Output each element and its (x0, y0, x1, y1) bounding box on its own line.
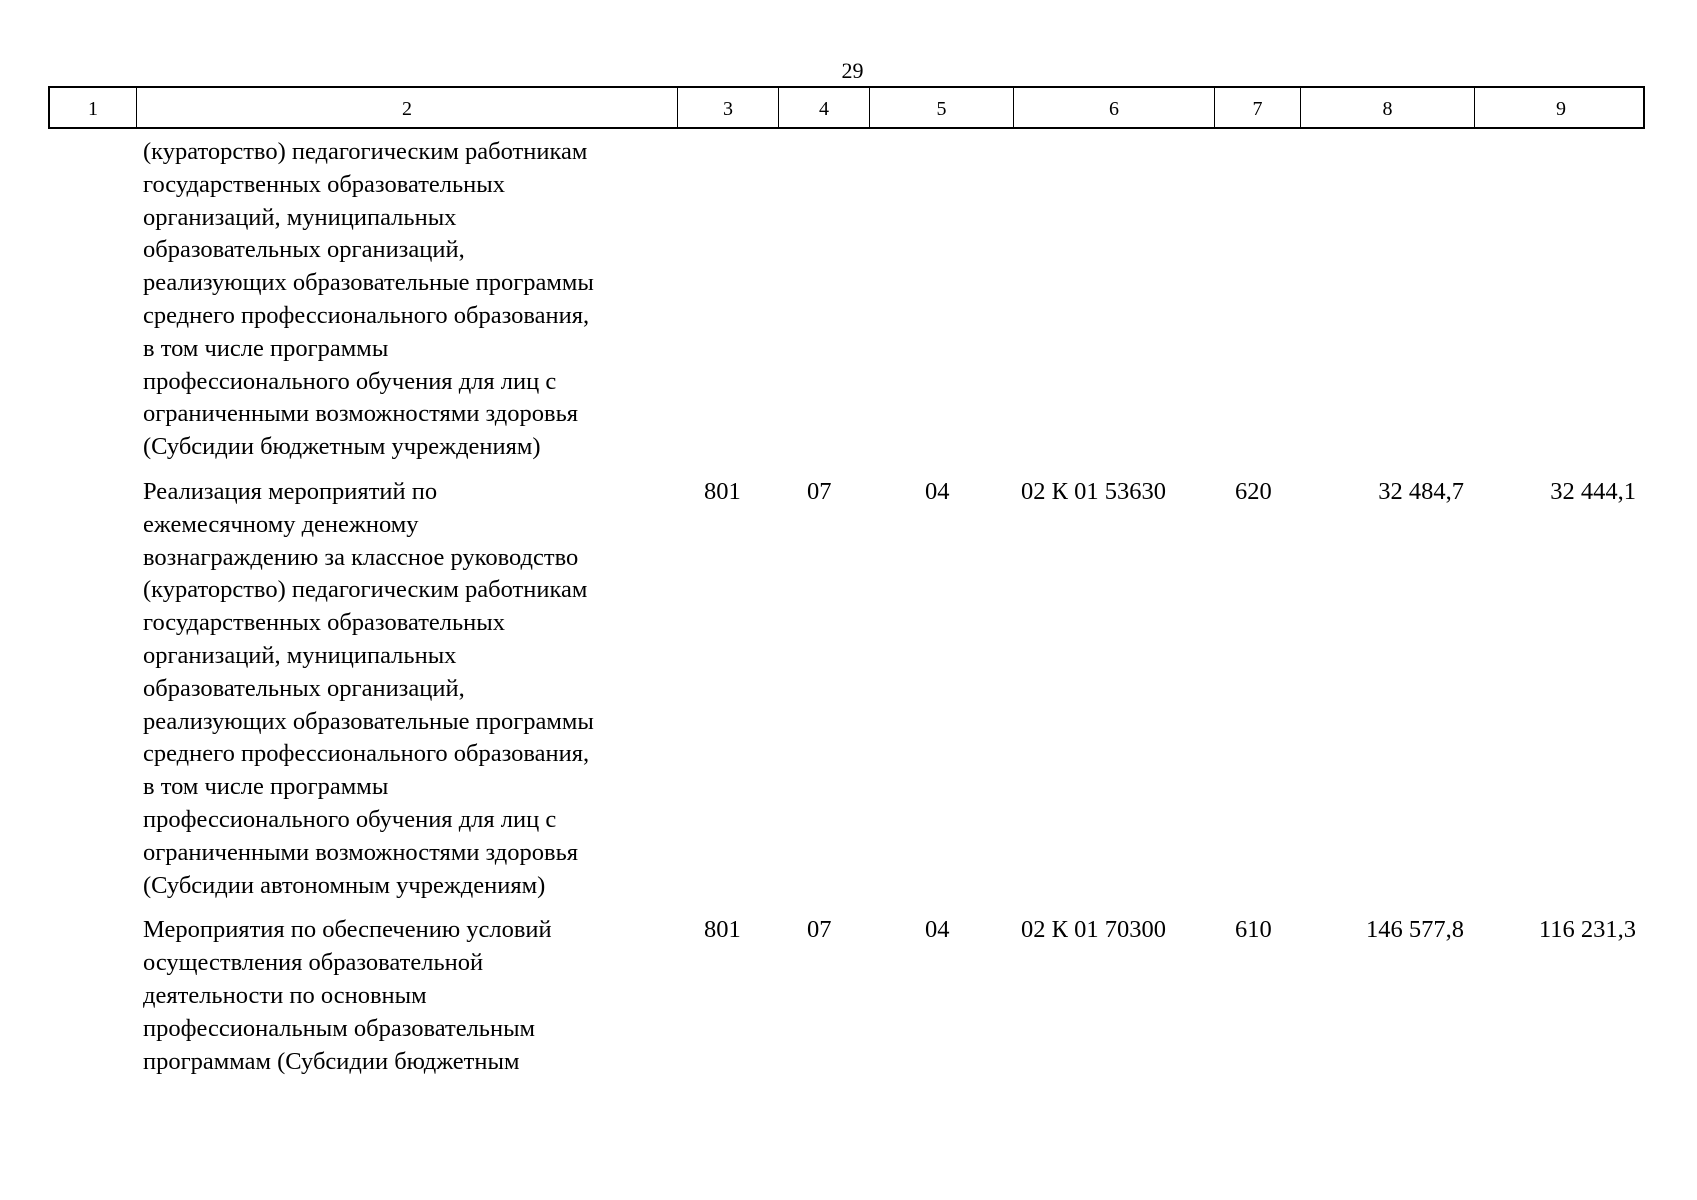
header-col-1: 1 (50, 88, 137, 127)
expense-name-line: (кураторство) педагогическим работникам (143, 576, 588, 604)
amount-col-8: 32 484,7 (1378, 477, 1464, 505)
expense-type-code: 620 (1235, 477, 1272, 505)
subsection-code: 04 (925, 916, 950, 944)
table-row (48, 476, 1645, 902)
header-col-2: 2 (137, 88, 678, 127)
header-col-4: 4 (779, 88, 870, 127)
amount-col-9 (1473, 136, 1645, 464)
expense-name-line: ограниченными возможностями здоровья (143, 838, 579, 866)
amount-col-9: 116 231,3 (1538, 916, 1636, 944)
table-row (48, 136, 1645, 464)
expense-name-line: образовательных организаций, (143, 236, 465, 264)
ministry-code (676, 136, 777, 464)
expense-name-line: (Субсидии бюджетным учреждениям) (143, 433, 541, 461)
expense-name-line: образовательных организаций, (143, 674, 465, 702)
expense-name-line: профессионального обучения для лиц с (143, 805, 557, 833)
amount-col-9: 32 444,1 (1550, 477, 1636, 505)
expense-name-line: среднего профессионального образования, (143, 740, 590, 768)
expense-name-line: ограниченными возможностями здоровья (143, 400, 579, 428)
amount-col-8 (1299, 136, 1473, 464)
expense-name-line: в том числе программы (143, 773, 389, 801)
expense-name (48, 476, 676, 902)
expense-name-line: организаций, муниципальных (143, 203, 457, 231)
expense-name-line: Реализация мероприятий по (143, 477, 438, 505)
expense-name-line: профессиональным образовательным (143, 1014, 536, 1042)
section-code: 07 (807, 916, 832, 944)
expense-name (48, 914, 676, 1078)
header-col-9: 9 (1556, 97, 1566, 120)
table-body (48, 136, 1645, 1078)
expense-name-line: программам (Субсидии бюджетным (143, 1047, 520, 1075)
header-col-5: 5 (870, 88, 1014, 127)
expense-name-line: осуществления образовательной (143, 949, 484, 977)
ministry-code: 801 (704, 916, 741, 944)
amount-col-8: 146 577,8 (1366, 916, 1464, 944)
expense-type-code: 610 (1235, 916, 1272, 944)
subsection-code (868, 136, 1012, 464)
header-col-8: 8 (1301, 88, 1475, 127)
header-col-3: 3 (678, 88, 779, 127)
section-code (777, 136, 868, 464)
expense-name-line: ежемесячному денежному (143, 510, 419, 538)
expense-name-line: деятельности по основным (143, 981, 427, 1009)
expense-name-line: государственных образовательных (143, 170, 505, 198)
header-col-7: 7 (1215, 88, 1301, 127)
target-article-code (1012, 136, 1213, 464)
target-article-code: 02 К 01 53630 (1021, 477, 1166, 505)
expense-name-line: Мероприятия по обеспечению условий (143, 916, 552, 944)
page-number: 29 (841, 58, 864, 83)
expense-name-line: профессионального обучения для лиц с (143, 367, 557, 395)
expense-name-line: государственных образовательных (143, 609, 505, 637)
expense-name-line: среднего профессионального образования, (143, 301, 590, 329)
table-row (48, 914, 1645, 1078)
expense-name-line: (Субсидии автономным учреждениям) (143, 871, 546, 899)
expense-name (48, 136, 676, 464)
expense-name-line: (кураторство) педагогическим работникам (143, 138, 588, 165)
expense-type-code (1213, 136, 1299, 464)
section-code: 07 (807, 477, 832, 505)
header-col-6: 6 (1014, 88, 1215, 127)
expense-name-line: организаций, муниципальных (143, 641, 457, 669)
subsection-code: 04 (925, 477, 950, 505)
expense-name-line: в том числе программы (143, 334, 389, 362)
table-header (48, 86, 1645, 129)
expense-name-line: вознаграждению за классное руководство (143, 543, 579, 571)
ministry-code: 801 (704, 477, 741, 505)
expense-name-line: реализующих образовательные программы (143, 707, 594, 735)
expense-name-line: реализующих образовательные программы (143, 269, 594, 297)
target-article-code: 02 К 01 70300 (1021, 916, 1166, 944)
